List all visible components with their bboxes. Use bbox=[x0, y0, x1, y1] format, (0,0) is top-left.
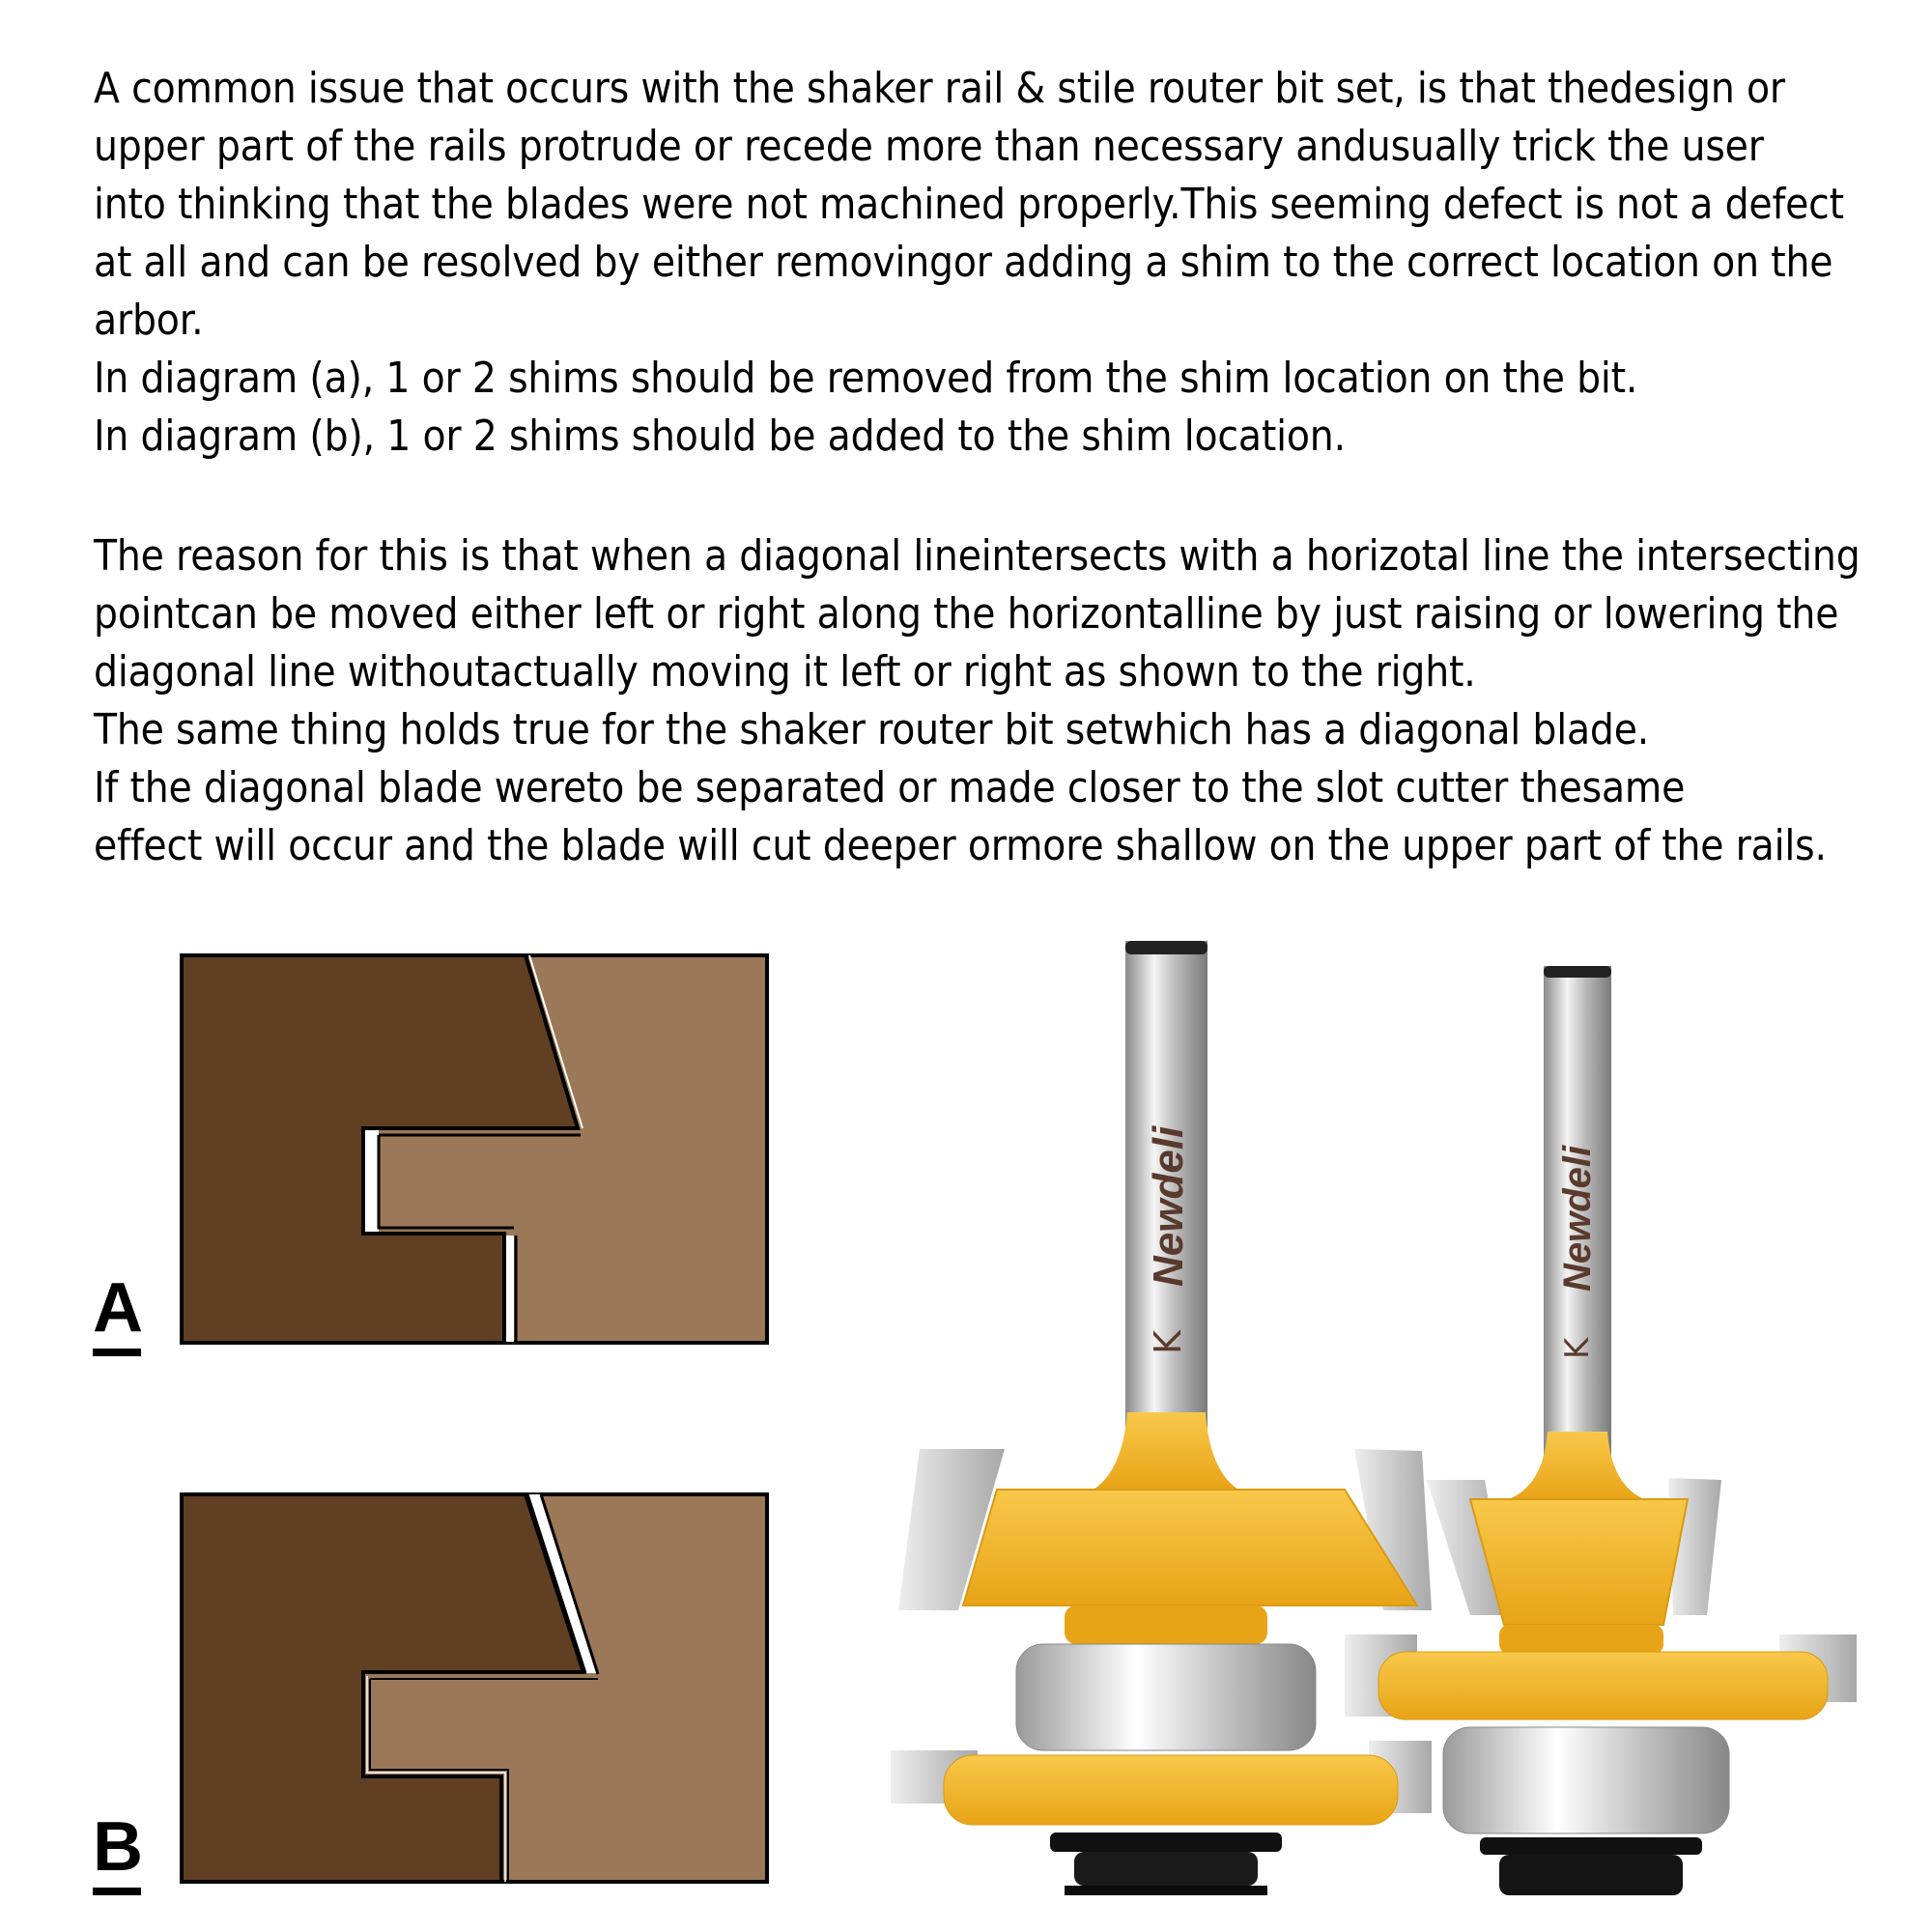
washer bbox=[1480, 1837, 1702, 1855]
bevel-cutter-body bbox=[1470, 1499, 1688, 1625]
washer bbox=[1050, 1833, 1282, 1852]
diagram-a-label: A bbox=[93, 1273, 141, 1356]
bearing bbox=[1016, 1644, 1316, 1750]
brand-k-logo-icon: K bbox=[1558, 1337, 1597, 1359]
diagram-a bbox=[180, 953, 769, 1345]
paragraph-1-line-1: A common issue that occurs with the shaker rail & stile router bit set, is that thedesign or bbox=[94, 64, 1785, 113]
paragraph-2-line-6: effect will occur and the blade will cut deeper ormore shallow on the upper part of the rails. bbox=[94, 821, 1827, 870]
paragraph-1-line-2: upper part of the rails protrude or recede more than necessary andusually trick the user bbox=[94, 122, 1764, 171]
nut-top bbox=[1074, 1852, 1258, 1886]
bit-neck bbox=[1094, 1412, 1238, 1490]
joint-diagram-a bbox=[180, 953, 769, 1345]
hex-nut bbox=[1499, 1855, 1683, 1895]
collar bbox=[1065, 1605, 1267, 1644]
instructions-text bbox=[94, 60, 1866, 875]
shank-cap bbox=[1125, 941, 1208, 954]
paragraph-gap bbox=[94, 466, 1866, 527]
brand-logo-text: Newdeli bbox=[1556, 1145, 1599, 1292]
slot-cutter bbox=[1378, 1652, 1828, 1719]
shank-cap bbox=[1544, 966, 1611, 978]
diagram-b-label: B bbox=[93, 1812, 141, 1895]
paragraph-2-line-4: The same thing holds true for the shaker router bit setwhich has a diagonal blade. bbox=[94, 705, 1650, 754]
slot-cutter bbox=[944, 1755, 1398, 1825]
shim-gap-vertical bbox=[365, 1130, 379, 1232]
paragraph-2-line-2: pointcan be moved either left or right along the horizontalline by just raising or lowering the bbox=[94, 589, 1839, 639]
collar bbox=[1499, 1625, 1663, 1654]
paragraph-1-line-3: into thinking that the blades were not machined properly.This seeming defect is not a defect bbox=[94, 180, 1844, 229]
paragraph-1-line-4: at all and can be resolved by either removingor adding a shim to the correct location on the bbox=[94, 238, 1833, 287]
brand-k-logo-icon: K bbox=[1147, 1330, 1189, 1354]
router-bit-set-illustration bbox=[891, 929, 1876, 1895]
diagram-b-instruction: In diagram (b), 1 or 2 shims should be added to the shim location. bbox=[94, 412, 1346, 461]
joint-diagram-b bbox=[180, 1492, 769, 1884]
diagram-a-instruction: In diagram (a), 1 or 2 shims should be removed from the shim location on the bit. bbox=[94, 354, 1638, 403]
label-underline bbox=[93, 1349, 141, 1356]
paragraph-1-line-5: arbor. bbox=[94, 296, 204, 345]
stile-bit bbox=[891, 941, 1432, 1895]
brand-logo-text: Newdeli bbox=[1145, 1125, 1192, 1287]
bit-neck bbox=[1509, 1432, 1644, 1499]
paragraph-2-line-1: The reason for this is that when a diagonal lineintersects with a horizotal line the intersecting bbox=[94, 531, 1861, 581]
router-bits-image bbox=[891, 929, 1876, 1895]
diagram-b bbox=[180, 1492, 769, 1884]
label-underline bbox=[93, 1888, 141, 1895]
hex-nut bbox=[1065, 1886, 1267, 1895]
paragraph-2-line-3: diagonal line withoutactually moving it left or right as shown to the right. bbox=[94, 647, 1476, 696]
bottom-gap bbox=[506, 1236, 514, 1342]
bearing bbox=[1443, 1727, 1729, 1833]
bevel-cutter-body bbox=[963, 1490, 1417, 1605]
paragraph-2-line-5: If the diagonal blade wereto be separated or made closer to the slot cutter thesame bbox=[94, 763, 1686, 812]
